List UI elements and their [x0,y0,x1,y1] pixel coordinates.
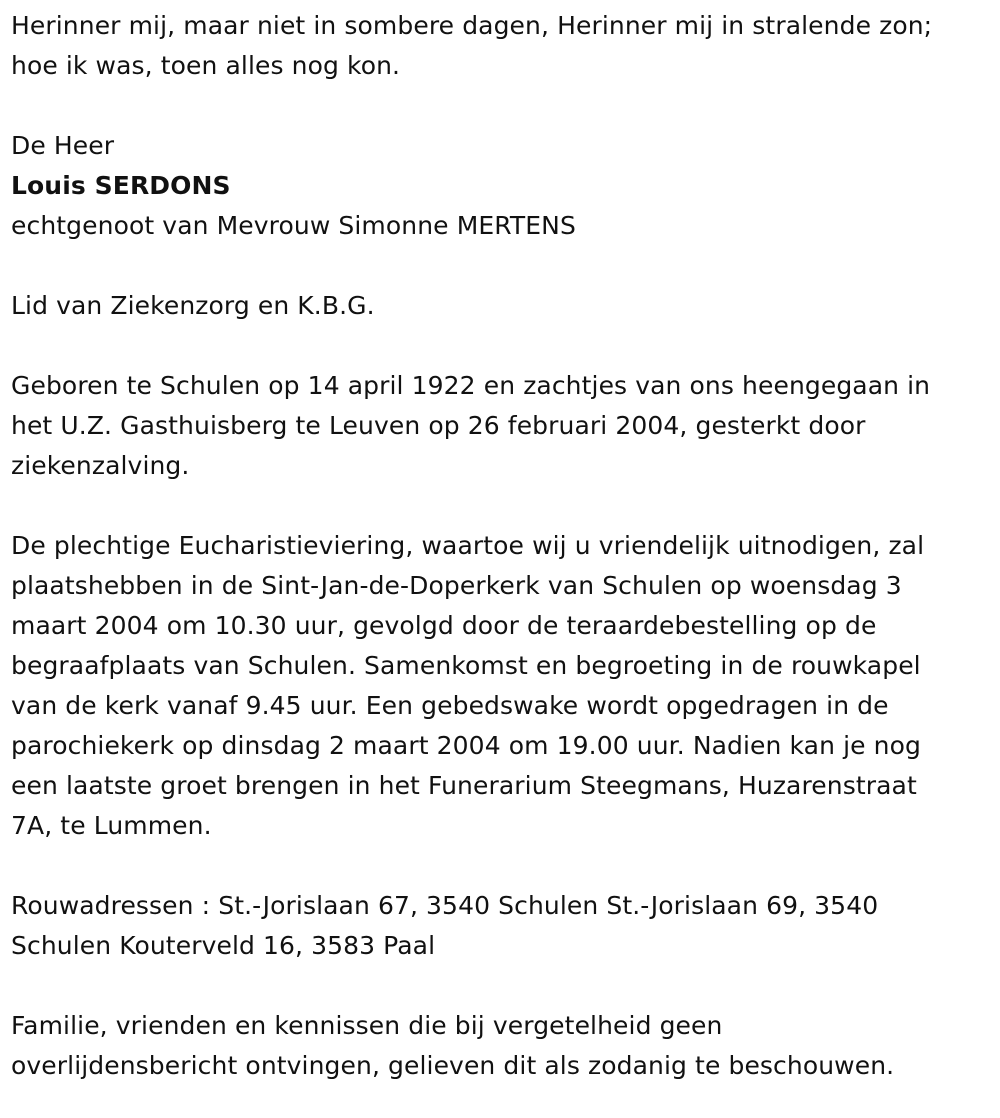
spacer [11,246,996,286]
text-line: Rouwadressen : St.-Jorislaan 67, 3540 Schulen St.-Jorislaan 69, 3540 [11,891,879,920]
membership-line: Lid van Ziekenzorg en K.B.G. [11,291,375,320]
text-line: 7A, te Lummen. [11,811,212,840]
text-line: het U.Z. Gasthuisberg te Leuven op 26 februari 2004, gesterkt door [11,411,866,440]
spacer [11,326,996,366]
text-line: begraafplaats van Schulen. Samenkomst en begroeting in de rouwkapel [11,651,921,680]
text-line: plaatshebben in de Sint-Jan-de-Doperkerk van Schulen op woensdag 3 [11,571,902,600]
text-line: van de kerk vanaf 9.45 uur. Een gebedswake wordt opgedragen in de [11,691,889,720]
text-line: Familie, vrienden en kennissen die bij vergetelheid geen [11,1011,723,1040]
addresses-section [11,886,996,966]
spacer [11,846,996,886]
text-line: De plechtige Eucharistieviering, waartoe wij u vriendelijk uitnodigen, zal [11,531,925,560]
ceremony-section [11,526,996,846]
person-title: De Heer [11,131,115,160]
spacer [11,486,996,526]
text-line: maart 2004 om 10.30 uur, gevolgd door de teraardebestelling op de [11,611,877,640]
person-name: Louis SERDONS [11,171,231,200]
person-section [11,126,996,246]
text-line: Schulen Kouterveld 16, 3583 Paal [11,931,436,960]
text-line: parochiekerk op dinsdag 2 maart 2004 om 19.00 uur. Nadien kan je nog [11,731,921,760]
closing-section [11,1006,996,1086]
text-line: Geboren te Schulen op 14 april 1922 en zachtjes van ons heengegaan in [11,371,931,400]
spacer [11,966,996,1006]
text-line: ziekenzalving. [11,451,190,480]
text-line: een laatste groet brengen in het Funerarium Steegmans, Huzarenstraat [11,771,917,800]
person-spouse: echtgenoot van Mevrouw Simonne MERTENS [11,211,576,240]
spacer [11,86,996,126]
text-line: overlijdensbericht ontvingen, gelieven dit als zodanig te beschouwen. [11,1051,895,1080]
poem-line: hoe ik was, toen alles nog kon. [11,51,401,80]
poem-section [11,6,996,86]
poem-line: Herinner mij, maar niet in sombere dagen, Herinner mij in stralende zon; [11,11,933,40]
birth-death-section [11,366,996,486]
obituary-document [11,6,996,1086]
